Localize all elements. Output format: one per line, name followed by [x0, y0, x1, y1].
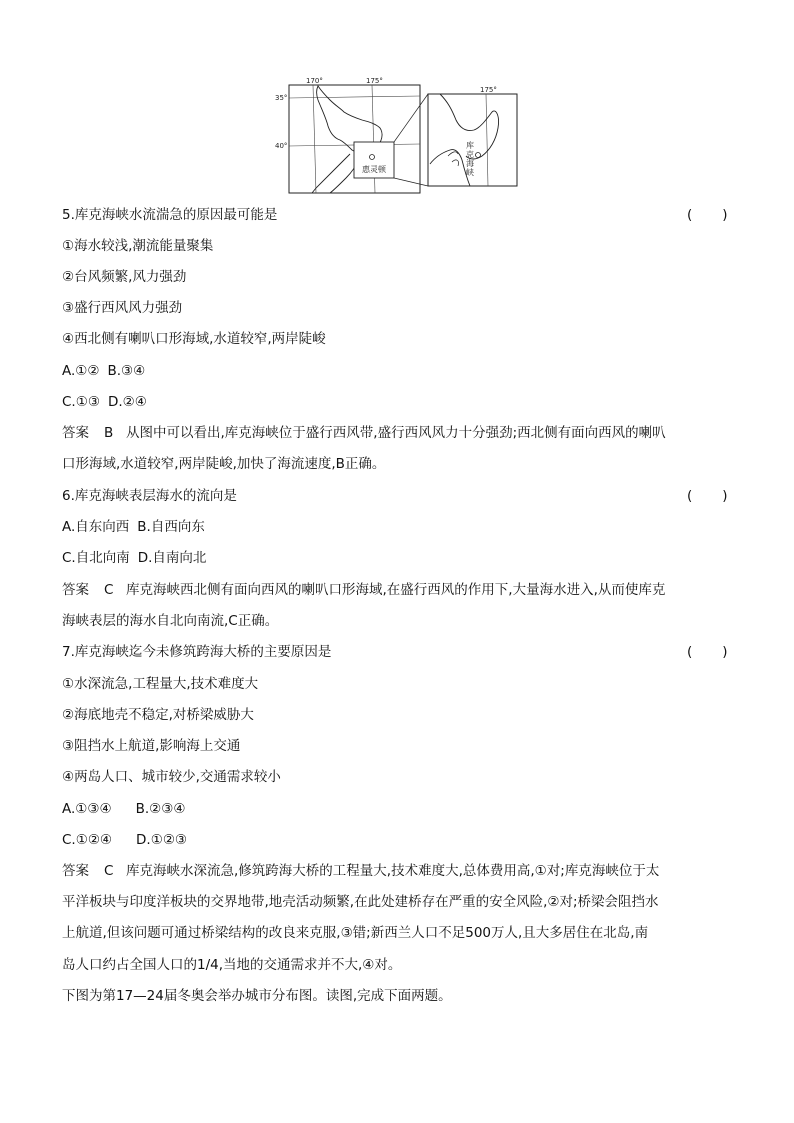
- q5-options-row-2: [62, 393, 147, 411]
- q5-option-c: C.①③: [62, 394, 100, 410]
- q6-answer-line-1: [62, 581, 665, 599]
- q5-explanation-1: 从图中可以看出,库克海峡位于盛行西风带,盛行西风风力十分强劲;西北侧有面向西风的喇叭: [126, 425, 666, 441]
- q6-options-row-1: [62, 518, 205, 536]
- question-7-stem: 7.库克海峡迄今未修筑跨海大桥的主要原因是: [62, 644, 332, 660]
- q7-answer-label: 答案: [62, 863, 89, 879]
- q6-option-d: D.自南向北: [137, 550, 207, 566]
- q6-explanation-1: 库克海峡西北侧有面向西风的喇叭口形海域,在盛行西风的作用下,大量海水进入,从而使库克: [126, 582, 666, 598]
- q6-answer-letter: C: [104, 582, 114, 598]
- lat-label-40: 40°: [275, 142, 288, 150]
- q6-option-a: A.自东向西: [62, 519, 130, 535]
- q6-option-c: C.自北向南: [62, 550, 130, 566]
- q5-item-2: ②台风频繁,风力强劲: [62, 269, 187, 285]
- q5-explanation-2: 口形海域,水道较窄,两岸陡峻,加快了海流速度,B正确。: [62, 456, 386, 472]
- q7-option-a: A.①③④: [62, 801, 112, 817]
- lat-label-35: 35°: [275, 94, 288, 102]
- q5-option-a: A.①②: [62, 363, 100, 379]
- south-island-shape: [312, 154, 358, 193]
- q5-answer-label: 答案: [62, 425, 89, 441]
- city-label-wellington: 惠灵顿: [362, 165, 386, 174]
- q5-option-b: B.③④: [107, 363, 146, 379]
- q5-answer-letter: B: [104, 425, 114, 441]
- q7-explanation-1: 库克海峡水深流急,修筑跨海大桥的工程量大,技术难度大,总体费用高,①对;库克海峡位于太: [126, 863, 660, 879]
- lon-label-170: 170°: [306, 77, 323, 85]
- map-figure: [0, 0, 794, 200]
- q7-item-1: ①水深流急,工程量大,技术难度大: [62, 676, 259, 692]
- lon-label-175: 175°: [366, 77, 383, 85]
- question-5-stem: 5.库克海峡水流湍急的原因最可能是: [62, 207, 278, 223]
- question-5-answer-bracket: ( ): [687, 207, 728, 223]
- q7-item-4: ④两岛人口、城市较少,交通需求较小: [62, 769, 281, 785]
- q5-item-3: ③盛行西风风力强劲: [62, 300, 183, 316]
- next-questions-intro: 下图为第17—24届冬奥会举办城市分布图。读图,完成下面两题。: [62, 988, 452, 1004]
- q5-options-row-1: [62, 362, 145, 380]
- strait-label-ku: 库: [466, 141, 474, 150]
- inset-south-coast: [430, 150, 470, 186]
- inset-lon-label-175: 175°: [480, 86, 497, 94]
- q7-answer-line-1: [62, 862, 659, 880]
- q6-option-b: B.自西向东: [137, 519, 205, 535]
- strait-label-ke: 克: [466, 150, 474, 159]
- question-7-answer-bracket: ( ): [687, 644, 728, 660]
- strait-label-hai: 海: [466, 159, 474, 168]
- q7-option-b: B.②③④: [135, 801, 186, 817]
- q7-option-d: D.①②③: [136, 832, 188, 848]
- q5-item-1: ①海水较浅,潮流能量聚集: [62, 238, 214, 254]
- q7-item-2: ②海底地壳不稳定,对桥梁威胁大: [62, 707, 254, 723]
- q7-explanation-2: 平洋板块与印度洋板块的交界地带,地壳活动频繁,在此处建桥存在严重的安全风险,②对;桥梁会阻挡水: [62, 894, 659, 910]
- q6-explanation-2: 海峡表层的海水自北向南流,C正确。: [62, 613, 279, 629]
- q7-options-row-2: [62, 831, 187, 849]
- q6-answer-label: 答案: [62, 582, 89, 598]
- question-6-answer-bracket: ( ): [687, 488, 728, 504]
- q6-options-row-2: [62, 549, 206, 567]
- q7-options-row-1: [62, 800, 185, 818]
- q7-item-3: ③阻挡水上航道,影响海上交通: [62, 738, 241, 754]
- q5-item-4: ④西北侧有喇叭口形海域,水道较窄,两岸陡峻: [62, 331, 326, 347]
- q5-answer-line-1: [62, 424, 666, 442]
- q7-explanation-3: 上航道,但该问题可通过桥梁结构的改良来克服,③错;新西兰人口不足500万人,且大多居住在北岛,南: [62, 925, 649, 941]
- strait-label-xia: 峡: [466, 168, 474, 177]
- q5-option-d: D.②④: [107, 394, 147, 410]
- q7-option-c: C.①②④: [62, 832, 113, 848]
- q7-explanation-4: 岛人口约占全国人口的1/4,当地的交通需求并不大,④对。: [62, 957, 402, 973]
- q7-answer-letter: C: [104, 863, 114, 879]
- question-6-stem: 6.库克海峡表层海水的流向是: [62, 488, 237, 504]
